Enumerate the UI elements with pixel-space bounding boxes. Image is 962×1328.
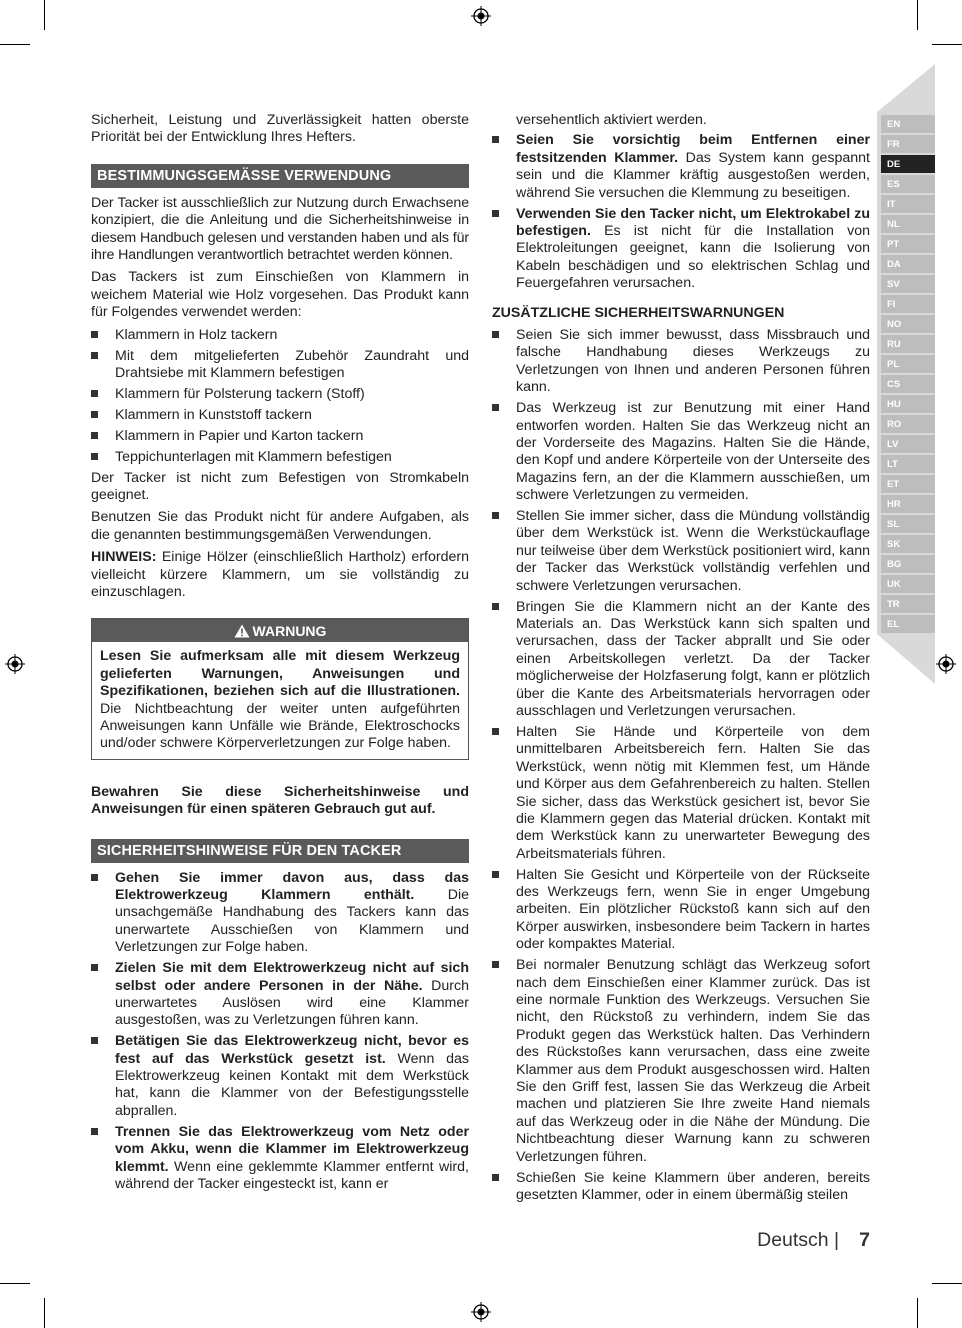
list-item: Halten Sie Hände und Körperteile von dem unmittelbaren Arbeitsbereich fern. Halten Sie das Werkstück, wenn nötig mit Klemmen fest, um Hände und Körper aus dem Gefahrenbereich zu halten. Stellen Sie sicher, dass das Werkstück gesichert ist, bevor Sie die Klammern gegen das Material drücken. Kontakt mit dem Werkstück kann zu unerwarteter Bewegung des Arbeitsmaterials führen. bbox=[492, 724, 870, 863]
language-tab-active[interactable]: DE bbox=[881, 155, 935, 173]
safety-list bbox=[91, 870, 469, 1194]
note-paragraph: HINWEIS: Einige Hölzer (einschließlich Hartholz) erfordern vielleicht kürzere Klammern, um sie vollständig zu einzuschlagen. bbox=[91, 549, 469, 600]
crop-mark bbox=[44, 1298, 45, 1328]
list-item: Teppichunterlagen mit Klammern befestigen bbox=[91, 449, 469, 466]
bullet-icon bbox=[91, 874, 98, 881]
bullet-icon bbox=[492, 871, 499, 878]
warning-box bbox=[91, 618, 469, 759]
list-item: Gehen Sie immer davon aus, dass das Elektrowerkzeug Klammern enthält. Die unsachgemäße Handhabung des Tackers kann das unerwartete Ausschießen von Klammern und Verletzungen zur Folge haben. bbox=[91, 870, 469, 957]
paragraph: Der Tacker ist nicht zum Befestigen von Stromkabeln geeignet. bbox=[91, 469, 469, 503]
bullet-icon bbox=[91, 432, 98, 439]
warning-triangle-icon bbox=[234, 624, 250, 638]
language-tab[interactable]: FR bbox=[881, 135, 935, 153]
note-label: HINWEIS: bbox=[91, 549, 157, 566]
crop-mark bbox=[0, 44, 30, 45]
bullet-icon bbox=[91, 331, 98, 338]
registration-mark-icon bbox=[936, 654, 956, 674]
language-tab[interactable]: HU bbox=[881, 395, 935, 413]
language-tab[interactable]: BG bbox=[881, 555, 935, 573]
language-tab[interactable]: HR bbox=[881, 495, 935, 513]
bullet-icon bbox=[492, 728, 499, 735]
list-item: Klammern für Polsterung tackern (Stoff) bbox=[91, 386, 469, 403]
crop-mark bbox=[932, 44, 962, 45]
footer-language: Deutsch | bbox=[757, 1229, 840, 1251]
list-item: Halten Sie Gesicht und Körperteile von der Rückseite des Werkzeugs fern, wenn Sie in enger Umgebung arbeiten. Ein plötzlicher Rückstoß kann sich auf den Körper auswirken, insbesondere beim Tackern in hartes oder kompaktes Material. bbox=[492, 867, 870, 954]
crop-mark bbox=[0, 1283, 30, 1284]
language-tab[interactable]: EN bbox=[881, 115, 935, 133]
bullet-icon bbox=[91, 352, 98, 359]
list-item: Trennen Sie das Elektrowerkzeug vom Netz oder vom Akku, wenn die Klammer im Elektrowerkzeug klemmt. Wenn eine geklemmte Klammer entfernt wird, während der Tacker eingesteckt ist, kann er bbox=[91, 1124, 469, 1194]
list-item: Klammern in Papier und Karton tackern bbox=[91, 428, 469, 445]
warning-text: Lesen Sie aufmerksam alle mit diesem Werkzeug gelieferten Warnungen, Anweisungen und Spezifikationen, beziehen sich auf die Illustrationen. Die Nichtbeachtung der weiter unten aufgeführten Anweisungen kann Unfälle wie Brände, Elektroschocks und/oder schwere Körperverletzungen zur Folge haben. bbox=[100, 648, 460, 752]
section-heading-intended-use: BESTIMMUNGSGEMÄSSE VERWENDUNG bbox=[91, 164, 469, 188]
language-tab[interactable]: SK bbox=[881, 535, 935, 553]
crop-mark bbox=[917, 0, 918, 30]
warning-title: WARNUNG bbox=[252, 623, 327, 640]
safety-list-continued bbox=[492, 132, 870, 292]
list-item: Stellen Sie immer sicher, dass die Mündung vollständig über dem Werkstück ist. Wenn die Werkstückauflage nur teilweise über dem Werkstück positioniert wird, kann der Tacker das Werkstück vollständig verfehlen und schwere Verletzungen verursachen. bbox=[492, 508, 870, 595]
list-item: Seien Sie sich immer bewusst, dass Missbrauch und falsche Handhabung dieses Werkzeugs zu Verletzungen von Ihnen und anderen Personen führen kann. bbox=[492, 327, 870, 397]
language-tab[interactable]: SL bbox=[881, 515, 935, 533]
language-tab[interactable]: ES bbox=[881, 175, 935, 193]
language-tab[interactable]: UK bbox=[881, 575, 935, 593]
list-item: Mit dem mitgelieferten Zubehör Zaundraht und Drahtsiebe mit Klammern befestigen bbox=[91, 348, 469, 383]
language-tab[interactable]: CS bbox=[881, 375, 935, 393]
bullet-icon bbox=[492, 331, 499, 338]
language-tab[interactable]: IT bbox=[881, 195, 935, 213]
left-column bbox=[91, 112, 469, 1197]
language-tab[interactable]: ET bbox=[881, 475, 935, 493]
bullet-icon bbox=[492, 512, 499, 519]
list-item: Das Werkzeug ist zur Benutzung mit einer Hand entworfen worden. Halten Sie das Werkzeug nicht an der Vorderseite des Magazins. Halten Sie die Hände, den Kopf und andere Körperteile von der Unterseite des Magazins fern, an der die Klammern ausschießen, um schwere Verletzungen zu vermeiden. bbox=[492, 400, 870, 504]
language-tab[interactable]: RO bbox=[881, 415, 935, 433]
list-item: Klammern in Holz tackern bbox=[91, 327, 469, 344]
right-column bbox=[492, 112, 870, 1208]
keep-instructions: Bewahren Sie diese Sicherheitshinweise und Anweisungen für einen späteren Gebrauch gut auf. bbox=[91, 783, 469, 818]
bullet-icon bbox=[91, 453, 98, 460]
subheading-additional-warnings: ZUSÄTZLICHE SICHERHEITSWARNUNGEN bbox=[492, 304, 785, 321]
bullet-icon bbox=[492, 210, 499, 217]
language-tab[interactable]: LV bbox=[881, 435, 935, 453]
list-item: Seien Sie vorsichtig beim Entfernen einer festsitzenden Klammer. Das System kann gespannt sein und die Klammer kräftig ausgestoßen werden, während Sie versuchen die Klemmung zu beseitigen. bbox=[492, 132, 870, 202]
bullet-icon bbox=[492, 961, 499, 968]
language-tabs bbox=[881, 115, 935, 635]
section-heading-safety: SICHERHEITSHINWEISE FÜR DEN TACKER bbox=[91, 839, 469, 863]
language-tab[interactable]: FI bbox=[881, 295, 935, 313]
paragraph: Benutzen Sie das Produkt nicht für andere Aufgaben, als die genannten bestimmungsgemäßen Verwendungen. bbox=[91, 509, 469, 543]
list-item: Zielen Sie mit dem Elektrowerkzeug nicht auf sich selbst oder andere Personen in der Nähe. Durch unerwartetes Auslösen wird eine Klammer ausgestoßen, was zu Verletzungen führen kann. bbox=[91, 960, 469, 1030]
bullet-icon bbox=[492, 136, 499, 143]
crop-mark bbox=[932, 1283, 962, 1284]
registration-mark-icon bbox=[5, 654, 25, 674]
language-tab[interactable]: LT bbox=[881, 455, 935, 473]
paragraph: Das Tackers ist zum Einschießen von Klammern in weichem Material wie Holz vorgesehen. Das Produkt kann für Folgendes verwendet werden: bbox=[91, 269, 469, 321]
additional-warnings-list bbox=[492, 327, 870, 1204]
page-number: 7 bbox=[859, 1229, 870, 1251]
list-item: Schießen Sie keine Klammern über anderen, bereits gesetzten Klammer, oder in einem übermäßig steilen bbox=[492, 1170, 870, 1205]
language-tab[interactable]: NO bbox=[881, 315, 935, 333]
list-item: Bei normaler Benutzung schlägt das Werkzeug sofort nach dem Einschießen einer Klammer zurück. Das ist eine normale Funktion des Werkzeugs. Versuchen Sie nicht, den Rückstoß zu verhindern, indem Sie das Produkt gegen das Werkstück halten. Das Verhindern des Rückstoßes kann verursachen, dass eine zweite Klammer aus dem Produkt ausgeschossen wird. Halten Sie den Griff fest, lassen Sie das Werkzeug die Arbeit machen und platzieren Sie Ihre zweite Hand niemals auf das Werkzeug oder in die Nähe der Mündung. Die Nichtbeachtung dieser Warnung kann zu schweren Verletzungen führen. bbox=[492, 957, 870, 1166]
registration-mark-icon bbox=[471, 6, 491, 26]
list-item: Klammern in Kunststoff tackern bbox=[91, 407, 469, 424]
page-footer bbox=[757, 1229, 870, 1252]
bullet-icon bbox=[492, 603, 499, 610]
registration-mark-icon bbox=[471, 1302, 491, 1322]
list-item: Verwenden Sie den Tacker nicht, um Elektrokabel zu befestigen. Es ist nicht für die Installation von Elektroleitungen geeignet, kann die Isolierung von Kabeln beschädigen und so elektrischen Schlag und Feuergefahren verursachen. bbox=[492, 206, 870, 293]
language-tab[interactable]: TR bbox=[881, 595, 935, 613]
bullet-icon bbox=[492, 1174, 499, 1181]
language-tab[interactable]: PT bbox=[881, 235, 935, 253]
crop-mark bbox=[917, 1298, 918, 1328]
language-tab[interactable]: PL bbox=[881, 355, 935, 373]
bullet-icon bbox=[91, 964, 98, 971]
language-tab[interactable]: NL bbox=[881, 215, 935, 233]
usage-list bbox=[91, 327, 469, 466]
crop-mark bbox=[44, 0, 45, 30]
bullet-icon bbox=[91, 411, 98, 418]
language-tab[interactable]: SV bbox=[881, 275, 935, 293]
language-tab[interactable]: DA bbox=[881, 255, 935, 273]
paragraph: Der Tacker ist ausschließlich zur Nutzung durch Erwachsene konzipiert, die die Anleitung und die Sicherheitshinweise in diesem Handbuch gelesen und verstanden haben und als für ihre Handlungen verantwortlich betrachtet werden können. bbox=[91, 194, 469, 264]
list-item: Bringen Sie die Klammern nicht an der Kante des Materials an. Das Werkstück kann sich spalten und verursachen, dass der Tacker abprallt und Sie oder einen Arbeitskollegen verletzt. Da der Tacker möglicherweise der Holzfaserung folgt, kann er plötzlich über die Kante des Arbeitsmaterials hervorragen oder ausschlagen und Verletzungen verursachen. bbox=[492, 599, 870, 721]
bullet-icon bbox=[91, 390, 98, 397]
continuation-text: versehentlich aktiviert werden. bbox=[516, 112, 707, 128]
list-item: Betätigen Sie das Elektrowerkzeug nicht, bevor es fest auf das Werkstück gesetzt ist. Wenn das Elektrowerkzeug keinen Kontakt mit dem Werkstück hat, kann die Klammer von der Befestigungsstelle abprallen. bbox=[91, 1033, 469, 1120]
bullet-icon bbox=[492, 404, 499, 411]
warning-header bbox=[92, 619, 468, 642]
bullet-icon bbox=[91, 1128, 98, 1135]
language-tab[interactable]: RU bbox=[881, 335, 935, 353]
language-tab[interactable]: EL bbox=[881, 615, 935, 633]
bullet-icon bbox=[91, 1037, 98, 1044]
intro-paragraph: Sicherheit, Leistung und Zuverlässigkeit hatten oberste Priorität bei der Entwicklung Ihres Hefters. bbox=[91, 112, 469, 146]
